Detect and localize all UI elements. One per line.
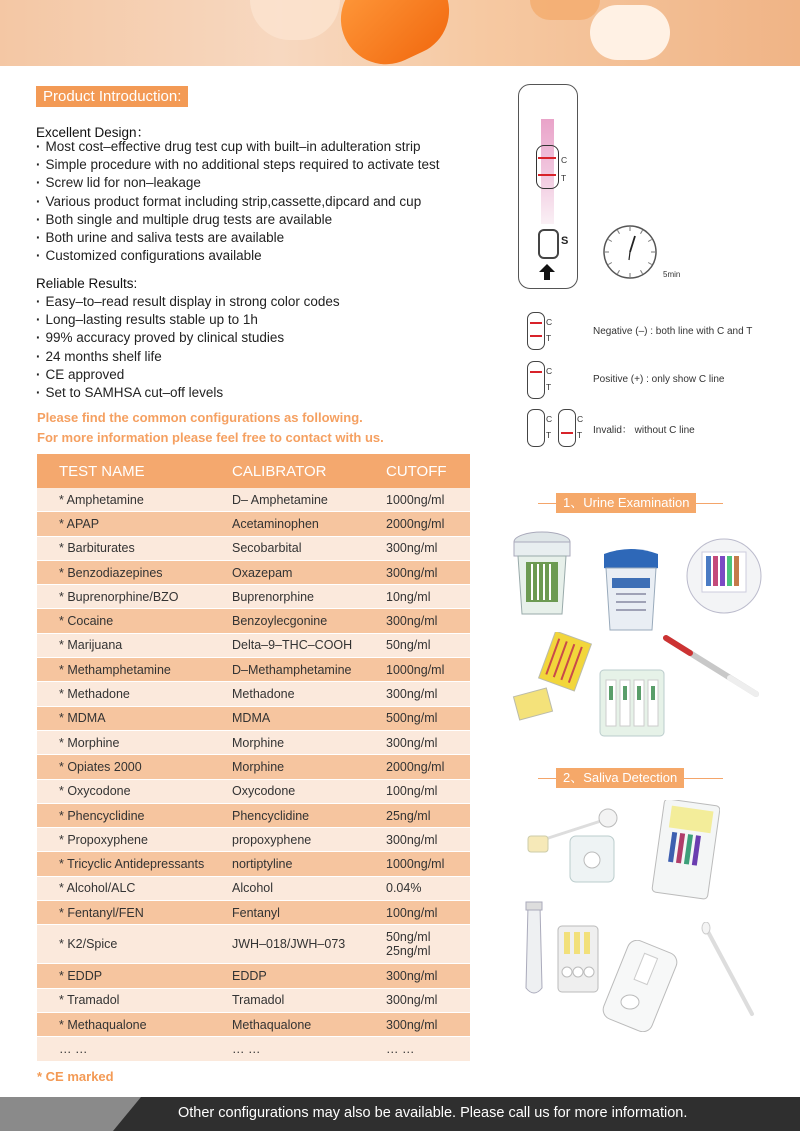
table-row <box>37 560 470 584</box>
list-item: · Both single and multiple drug tests are available <box>36 211 439 229</box>
list-item: · Most cost–effective drug test cup with built–in adulteration strip <box>36 138 439 156</box>
table-row <box>37 609 470 633</box>
calibrator-cell: Methaqualone <box>232 1012 386 1036</box>
saliva-section-label: 2、Saliva Detection <box>556 768 684 788</box>
saliva-cassette-image <box>598 940 682 1037</box>
reliable-title: Reliable Results: <box>36 276 138 291</box>
drug-test-cup-image <box>508 530 576 625</box>
test-name-cell: * MDMA <box>37 706 232 730</box>
test-name-cell: * Propoxyphene <box>37 828 232 852</box>
calibrator-cell: propoxyphene <box>232 828 386 852</box>
test-strip-image <box>660 630 764 707</box>
table-row <box>37 706 470 730</box>
banner-pill-shape <box>250 0 340 40</box>
table-row <box>37 488 470 512</box>
calibrator-cell: Oxazepam <box>232 560 386 584</box>
cutoff-cell: 100ng/ml <box>386 901 470 925</box>
cutoff-cell: 300ng/ml <box>386 988 470 1012</box>
cutoff-cell: 2000ng/ml <box>386 755 470 779</box>
table-row <box>37 585 470 609</box>
test-name-cell: * Oxycodone <box>37 779 232 803</box>
table-row <box>37 512 470 536</box>
design-title: Excellent Design： <box>36 125 151 140</box>
contact-note: For more information please feel free to contact with us. <box>37 430 384 445</box>
test-name-cell: * EDDP <box>37 964 232 988</box>
t-label: T <box>577 430 583 440</box>
test-name-cell: * Alcohol/ALC <box>37 876 232 900</box>
arrow-up-icon <box>538 263 556 286</box>
test-name-cell: * Cocaine <box>37 609 232 633</box>
list-item: · Long–lasting results stable up to 1h <box>36 311 340 329</box>
invalid-description: Invalid： without C line <box>593 425 695 436</box>
result-window <box>536 145 559 189</box>
list-item: · 99% accuracy proved by clinical studies <box>36 329 340 347</box>
saliva-collector-image <box>526 806 626 893</box>
cutoff-cell: 2000ng/ml <box>386 512 470 536</box>
cutoff-cell: 50ng/ml <box>386 633 470 657</box>
test-cassette-diagram <box>518 84 578 289</box>
calibrator-cell: Alcohol <box>232 876 386 900</box>
c-line <box>538 157 556 159</box>
positive-result-window <box>527 361 545 399</box>
table-row <box>37 852 470 876</box>
test-name-cell: * Phencyclidine <box>37 803 232 827</box>
cutoff-cell: 300ng/ml <box>386 682 470 706</box>
cutoff-cell: … … <box>386 1037 470 1061</box>
test-name-cell: * Barbiturates <box>37 536 232 560</box>
cutoff-cell: 300ng/ml <box>386 560 470 584</box>
list-item: · Set to SAMHSA cut–off levels <box>36 384 340 402</box>
calibrator-cell: Secobarbital <box>232 536 386 560</box>
c-line <box>530 371 542 373</box>
list-item: · 24 months shelf life <box>36 348 340 366</box>
test-name-cell: … … <box>37 1037 232 1061</box>
t-label: T <box>561 173 567 183</box>
c-label: C <box>546 317 553 327</box>
list-item: · Both urine and saliva tests are available <box>36 229 439 247</box>
negative-result-window <box>527 312 545 350</box>
clock-icon <box>602 224 658 285</box>
cutoff-cell: 300ng/ml <box>386 828 470 852</box>
calibrator-cell: Morphine <box>232 755 386 779</box>
test-name-cell: * Buprenorphine/BZO <box>37 585 232 609</box>
cutoff-cell: 300ng/ml <box>386 1012 470 1036</box>
cutoff-cell: 1000ng/ml <box>386 488 470 512</box>
t-label: T <box>546 430 552 440</box>
c-line <box>530 322 542 324</box>
table-row <box>37 1037 470 1061</box>
c-label: C <box>546 366 553 376</box>
test-panel-image <box>598 668 666 745</box>
s-label: S <box>561 235 569 247</box>
calibrator-cell: Buprenorphine <box>232 585 386 609</box>
test-name-cell: * Opiates 2000 <box>37 755 232 779</box>
drug-test-cup-blue-lid-image <box>600 548 662 638</box>
saliva-swab-image <box>698 922 762 1027</box>
dip-card-image <box>512 632 592 733</box>
test-name-cell: * Amphetamine <box>37 488 232 512</box>
calibrator-cell: Morphine <box>232 730 386 754</box>
round-drug-test-cup-image <box>684 536 764 621</box>
calibrator-cell: Oxycodone <box>232 779 386 803</box>
cutoff-cell: 1000ng/ml <box>386 658 470 682</box>
configuration-table <box>37 454 470 1062</box>
table-row <box>37 536 470 560</box>
banner-capsule-image <box>326 0 464 66</box>
header-test-name: TEST NAME <box>37 454 232 488</box>
cutoff-cell: 10ng/ml <box>386 585 470 609</box>
calibrator-cell: D– Amphetamine <box>232 488 386 512</box>
test-name-cell: * Fentanyl/FEN <box>37 901 232 925</box>
calibrator-cell: D–Methamphetamine <box>232 658 386 682</box>
test-name-cell: * Methaqualone <box>37 1012 232 1036</box>
c-label: C <box>577 414 584 424</box>
cutoff-cell <box>386 925 470 964</box>
cutoff-cell: 0.04% <box>386 876 470 900</box>
banner-pill-shape <box>530 0 600 20</box>
calibrator-cell: Acetaminophen <box>232 512 386 536</box>
test-name-cell: * K2/Spice <box>37 925 232 964</box>
cutoff-cell: 300ng/ml <box>386 536 470 560</box>
calibrator-cell: … … <box>232 1037 386 1061</box>
list-item: · Screw lid for non–leakage <box>36 174 439 192</box>
table-row <box>37 1012 470 1036</box>
footer-wedge <box>113 1097 141 1131</box>
design-list <box>36 138 439 265</box>
calibrator-cell: Tramadol <box>232 988 386 1012</box>
cutoff-cell: 300ng/ml <box>386 730 470 754</box>
cutoff-cell: 100ng/ml <box>386 779 470 803</box>
list-item: · Simple procedure with no additional steps required to activate test <box>36 156 439 174</box>
calibrator-cell: Fentanyl <box>232 901 386 925</box>
c-label: C <box>561 155 568 165</box>
test-name-cell: * Tramadol <box>37 988 232 1012</box>
table-row <box>37 964 470 988</box>
c-label: C <box>546 414 553 424</box>
t-line <box>538 174 556 176</box>
cutoff-cell: 300ng/ml <box>386 609 470 633</box>
urine-section-label: 1、Urine Examination <box>556 493 696 513</box>
configuration-note: Please find the common configurations as following. <box>37 410 363 425</box>
table-row <box>37 803 470 827</box>
saliva-test-device-image <box>650 800 720 905</box>
table-row <box>37 682 470 706</box>
test-name-cell: * Tricyclic Antidepressants <box>37 852 232 876</box>
test-name-cell: * Methamphetamine <box>37 658 232 682</box>
calibrator-cell: MDMA <box>232 706 386 730</box>
test-name-cell: * Benzodiazepines <box>37 560 232 584</box>
table-row <box>37 633 470 657</box>
list-item: · Easy–to–read result display in strong color codes <box>36 293 340 311</box>
banner-tablet-image <box>590 5 670 60</box>
invalid-result-window <box>527 409 545 447</box>
table-header-row <box>37 454 470 488</box>
table-row <box>37 730 470 754</box>
table-row <box>37 658 470 682</box>
test-name-cell: * APAP <box>37 512 232 536</box>
timer-label: 5min <box>663 270 681 279</box>
table-row <box>37 779 470 803</box>
t-label: T <box>546 382 552 392</box>
cutoff-cell: 25ng/ml <box>386 803 470 827</box>
test-name-cell: * Methadone <box>37 682 232 706</box>
product-introduction-tag: Product Introduction: <box>36 86 188 107</box>
invalid-result-window <box>558 409 576 447</box>
sample-well <box>538 229 559 259</box>
header-banner <box>0 0 800 66</box>
table-row <box>37 925 470 964</box>
header-cutoff: CUTOFF <box>386 454 470 488</box>
test-name-cell: * Morphine <box>37 730 232 754</box>
list-item: · Customized configurations available <box>36 247 439 265</box>
table-row <box>37 988 470 1012</box>
t-label: T <box>546 333 552 343</box>
ce-marked-note: * CE marked <box>37 1069 114 1084</box>
t-line <box>561 432 573 434</box>
cutoff-cell: 300ng/ml <box>386 964 470 988</box>
reliable-list <box>36 293 340 402</box>
footer-text: Other configurations may also be available. Please call us for more information. <box>178 1105 688 1121</box>
table-row <box>37 828 470 852</box>
cutoff-cell: 1000ng/ml <box>386 852 470 876</box>
table-row <box>37 755 470 779</box>
calibrator-cell: Delta–9–THC–COOH <box>232 633 386 657</box>
list-item: · Various product format including strip,cassette,dipcard and cup <box>36 193 439 211</box>
test-name-cell: * Marijuana <box>37 633 232 657</box>
footer-bar <box>0 1097 800 1131</box>
table-row <box>37 876 470 900</box>
calibrator-cell: Phencyclidine <box>232 803 386 827</box>
list-item: · CE approved <box>36 366 340 384</box>
calibrator-cell: nortiptyline <box>232 852 386 876</box>
cutoff-value: 25ng/ml <box>386 944 431 959</box>
cutoff-cell: 500ng/ml <box>386 706 470 730</box>
saliva-section-header <box>538 768 723 788</box>
positive-description: Positive (+) : only show C line <box>593 374 725 385</box>
t-line <box>530 335 542 337</box>
negative-description: Negative (–) : both line with C and T <box>593 326 753 337</box>
calibrator-cell: EDDP <box>232 964 386 988</box>
calibrator-cell: Benzoylecgonine <box>232 609 386 633</box>
calibrator-cell: Methadone <box>232 682 386 706</box>
cutoff-value: 50ng/ml <box>386 930 431 945</box>
urine-section-header <box>538 493 723 513</box>
header-calibrator: CALIBRATOR <box>232 454 386 488</box>
calibrator-cell: JWH–018/JWH–073 <box>232 925 386 964</box>
table-row <box>37 901 470 925</box>
